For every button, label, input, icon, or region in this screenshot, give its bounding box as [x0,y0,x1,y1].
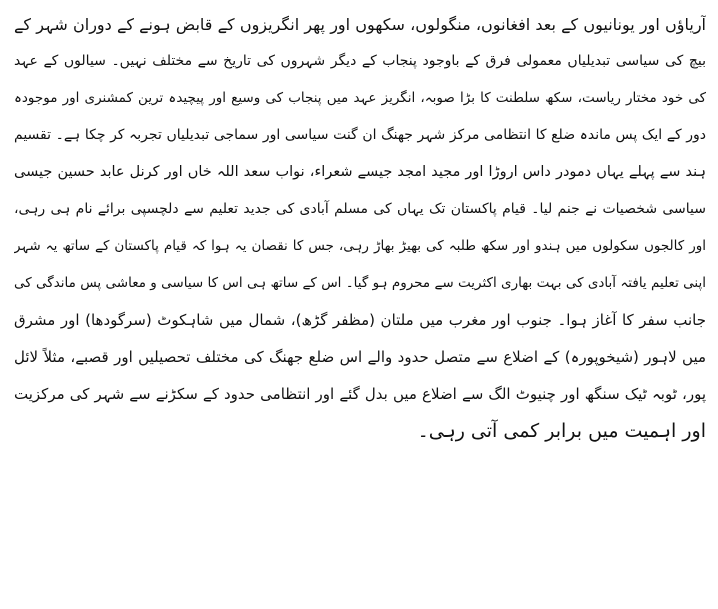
text-line-2: بیچ کی سیاسی تبدیلیاں معمولی فرق کے باوجود پنجاب کے دیگر شہروں کی تاریخ سے مختلف نہیں۔ سیالوں کے عہد [14,53,706,69]
text-line-9: جانب سفر کا آغاز ہوا۔ جنوب اور مغرب میں ملتان (مظفر گڑھ)، شمال میں شاہکوٹ (سرگودھا) اور مشرق [14,311,706,329]
text-line-3: کی خود مختار ریاست، سکھ سلطنت کا بڑا صوبہ، انگریز عہد میں پنجاب کی وسیع اور پیچیدہ ترین کمشنری اور موجودہ [14,90,706,106]
text-line-5: ہند سے پہلے یہاں دمودر داس اروڑا اور مجید امجد جیسے شعراء، نواب سعد اللہ خاں اور کرنل عابد حسین جیسی [14,164,706,180]
text-line-10: میں لاہور (شیخوپورہ) کے اضلاع سے متصل حدود والے اس ضلع جھنگ کی مختلف تحصیلیں اور قصبے، مثلاً لائل [14,348,706,366]
text-line-7: اور کالجوں سکولوں میں ہندو اور سکھ طلبہ کی بھیڑ بھاڑ رہی، جس کا نقصان یہ ہوا کہ قیام پاکستان کے ساتھ یہ شہر [14,238,706,254]
text-line-6: سیاسی شخصیات نے جنم لیا۔ قیام پاکستان تک یہاں کی مسلم آبادی کی جدید تعلیم سے دلچسپی برائے نام ہی رہی، [14,201,706,217]
text-line-1: آریاؤں اور یونانیوں کے بعد افغانوں، منگولوں، سکھوں اور پھر انگریزوں کے قابض ہونے کے دوران شہر کے [14,15,706,34]
text-line-11: پور، ٹوبہ ٹیک سنگھ اور چنیوٹ الگ سے اضلاع میں بدل گئے اور انتظامی حدود کے سکڑنے سے شہر کی مرکزیت [14,385,706,403]
text-line-4: دور کے ایک پس ماندہ ضلع کا انتظامی مرکز شہر جھنگ ان گنت سیاسی اور سماجی تبدیلیاں تجربہ کر چکا ہے۔ تقسیم [14,127,706,143]
text-line-8: اپنی تعلیم یافتہ آبادی کی بہت بھاری اکثریت سے محروم ہو گیا۔ اس کے ساتھ ہی اس کا سیاسی و معاشی پس ماندگی کی [14,275,706,291]
text-line-12: اور اہمیت میں برابر کمی آتی رہی۔ [417,420,706,442]
